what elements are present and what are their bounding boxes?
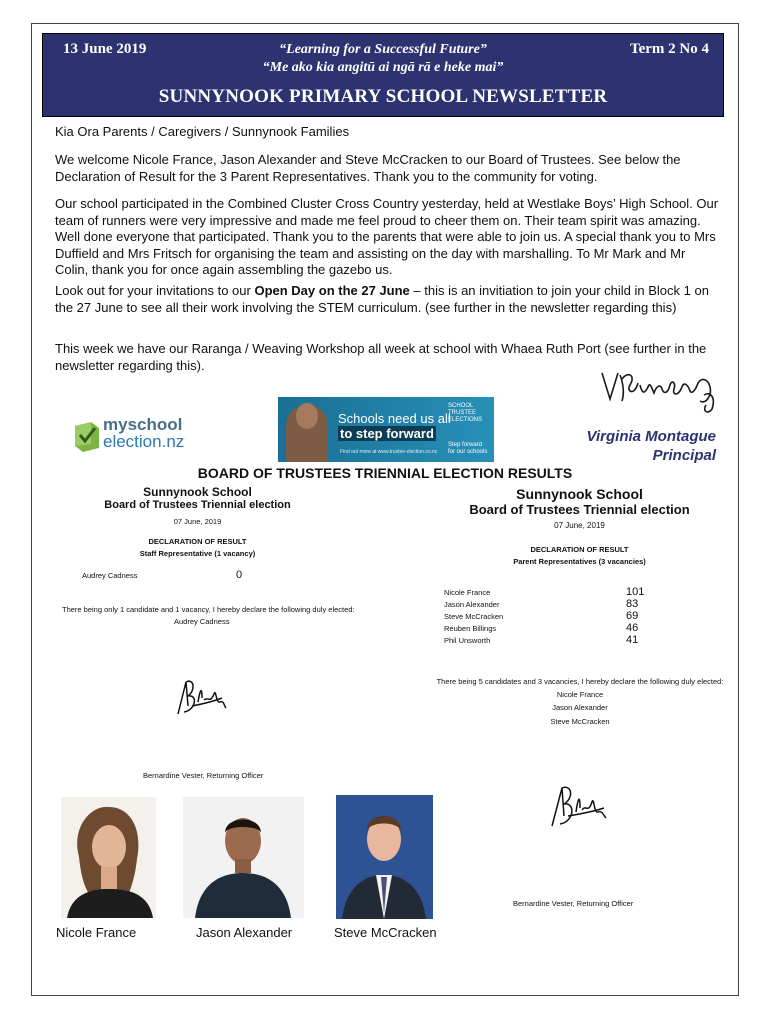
logo-part2: election.nz: [103, 432, 185, 451]
photo-nicole-france: [61, 797, 156, 918]
issue-number: Term 2 No 4: [629, 41, 709, 57]
staff-decl-heading: Board of Trustees Triennial election: [104, 499, 291, 511]
issue-date: 13 June 2019: [63, 41, 147, 57]
staff-decl-date: 07 June, 2019: [173, 517, 222, 526]
myschool-election-logo: [73, 414, 198, 454]
parent-candidate-name: Phil Unsworth: [444, 636, 491, 645]
newsletter-title: SUNNYNOOK PRIMARY SCHOOL NEWSLETTER: [158, 86, 608, 107]
parent-elected-name: Steve McCracken: [550, 717, 610, 726]
portrait-icon: [336, 795, 433, 919]
principal-role: Principal: [652, 447, 716, 464]
paragraph-weaving: This week we have our Raranga / Weaving Workshop all week at school with Whaea Ruth Port (see further in the newsletter regarding this).: [55, 341, 707, 373]
banner-side-tagline: Step forward for our schools: [448, 442, 488, 455]
trustee-election-banner: [278, 397, 494, 462]
staff-candidate-votes: 0: [236, 569, 243, 581]
parent-elected-name: Nicole France: [556, 690, 604, 699]
caption-nicole-france: Nicole France: [56, 925, 137, 940]
principal-signature: [598, 365, 723, 417]
photo-jason-alexander: [183, 797, 304, 918]
parent-candidate-votes: 83: [626, 598, 639, 610]
portrait-icon: [183, 797, 304, 918]
banner-url: Find out more at www.trustee-election.co.nz: [340, 449, 438, 455]
parent-candidate-name: Nicole France: [444, 588, 491, 597]
staff-decl-school: Sunnynook School: [143, 485, 252, 499]
caption-steve-mccracken: Steve McCracken: [334, 925, 437, 940]
paragraph-cross-country: Our school participated in the Combined Cluster Cross Country yesterday, held at Westlake Boys’ High School. Our team of runners were very impressive and made me feel proud to cheer them on. Their team spirit was amazing. Well done everyone that participated. Thank you to the parents that were able to join us. A special thank you to Mrs Duffield and Mrs Fritsch for organising the team and assisting on the day with marshalling. To Mr Mark and Mr Colin, thank you for once again assembling the gazebo us.: [55, 196, 719, 277]
parent-officer-signature: [546, 782, 610, 830]
greeting: Kia Ora Parents / Caregivers / Sunnynook Families: [55, 124, 350, 139]
photo-steve-mccracken: [336, 795, 433, 919]
paragraph-open-day: [55, 283, 720, 316]
parent-candidate-votes: 41: [626, 634, 639, 646]
parent-candidate-votes: 69: [626, 610, 639, 622]
staff-officer-signature: [172, 676, 228, 718]
staff-returning-officer: Bernardine Vester, Returning Officer: [143, 771, 264, 780]
banner-person-head: [296, 403, 318, 429]
banner-line2: to step forward: [340, 426, 434, 441]
portrait-icon: [61, 797, 156, 918]
staff-candidate-name: Audrey Cadness: [82, 571, 138, 580]
parent-decl-category: Parent Representatives (3 vacancies): [513, 557, 646, 566]
banner-side-title: SCHOOL TRUSTEE ELECTIONS: [448, 403, 483, 423]
election-results-title: BOARD OF TRUSTEES TRIENNIAL ELECTION RESULTS: [197, 465, 573, 481]
staff-decl-elected: Audrey Cadness: [174, 617, 230, 626]
banner-slogan: [338, 411, 451, 441]
staff-declaration-header: [95, 486, 300, 558]
logo-wordmark: [103, 416, 184, 450]
parent-candidate-votes: 46: [626, 622, 639, 634]
checkbox-logo-icon: [73, 420, 101, 452]
parent-decl-date: 07 June, 2019: [554, 521, 605, 530]
staff-decl-statement: There being only 1 candidate and 1 vacancy, I hereby declare the following duly elected:: [62, 605, 355, 614]
open-day-date: Open Day on the 27 June: [254, 283, 410, 298]
caption-jason-alexander: Jason Alexander: [196, 925, 293, 940]
motto-english: “Learning for a Successful Future”: [279, 42, 487, 57]
parent-decl-label: DECLARATION OF RESULT: [530, 545, 629, 554]
staff-decl-category: Staff Representative (1 vacancy): [139, 549, 256, 558]
open-day-intro: Look out for your invitations to our: [55, 283, 255, 298]
logo-part1: myschool: [103, 415, 183, 434]
parent-candidate-name: Steve McCracken: [444, 612, 504, 621]
principal-name: Virginia Montague: [586, 428, 716, 445]
masthead: [42, 33, 724, 117]
parent-decl-heading: Board of Trustees Triennial election: [469, 502, 690, 517]
parent-decl-statement: There being 5 candidates and 3 vacancies, I hereby declare the following duly elected:: [436, 677, 724, 686]
paragraph-board-welcome: We welcome Nicole France, Jason Alexander and Steve McCracken to our Board of Trustees. See below the Declaration of Result for the 3 Parent Representatives. Thank you to the community for voting.: [55, 152, 681, 184]
parent-candidate-votes: 101: [626, 586, 645, 598]
parent-returning-officer: Bernardine Vester, Returning Officer: [513, 899, 634, 908]
motto-maori: “Me ako kia angitū ai ngā rā e heke mai”: [262, 60, 504, 75]
parent-candidate-name: Reuben Billings: [444, 624, 497, 633]
banner-line1: Schools need us all: [338, 411, 451, 426]
school-motto: [43, 41, 723, 77]
parent-declaration-header: [447, 487, 712, 566]
parent-candidate-name: Jason Alexander: [444, 600, 500, 609]
open-day-details: – this is an invitiation to join your child in Block 1 on the 27 June to see all their work involving the STEM curriculum. (see further in the newsletter regarding this): [55, 283, 709, 315]
parent-elected-name: Jason Alexander: [552, 703, 608, 712]
staff-decl-label: DECLARATION OF RESULT: [148, 537, 247, 546]
banner-side-panel: [448, 403, 488, 456]
parent-decl-school: Sunnynook School: [516, 486, 643, 502]
